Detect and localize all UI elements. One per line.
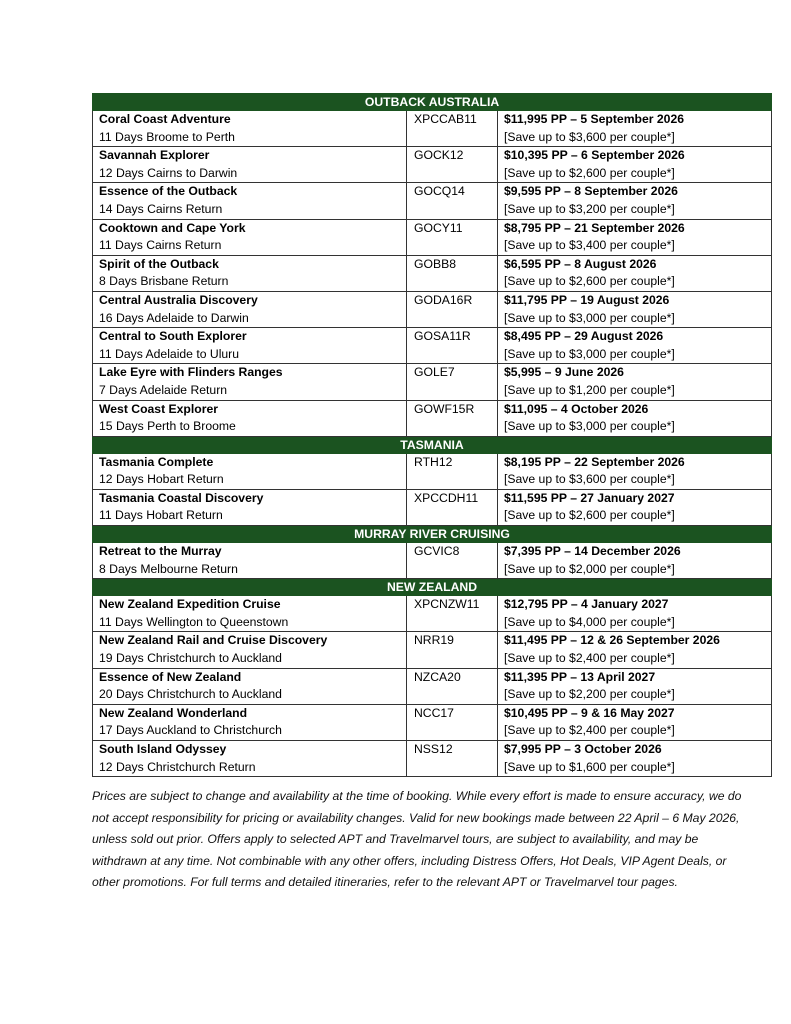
tour-cell [93, 255, 407, 291]
tour-code: NRR19 [414, 633, 454, 648]
tour-name: Savannah Explorer [99, 148, 210, 163]
tour-cell [93, 543, 407, 579]
price-cell [498, 741, 772, 777]
tour-cell [93, 453, 407, 489]
price-cell [498, 183, 772, 219]
tour-name: Retreat to the Murray [99, 544, 222, 559]
price-cell [498, 489, 772, 525]
tour-code: GOCK12 [414, 148, 464, 163]
tour-price: $10,395 PP – 6 September 2026 [504, 148, 685, 163]
tour-route: 8 Days Brisbane Return [99, 274, 229, 289]
tour-cell [93, 704, 407, 740]
tour-row [93, 632, 772, 668]
tour-code-cell [407, 147, 498, 183]
tour-code-cell [407, 364, 498, 400]
tour-price: $9,595 PP – 8 September 2026 [504, 184, 678, 199]
tour-savings: [Save up to $3,600 per couple*] [504, 472, 675, 487]
price-cell [498, 596, 772, 632]
tour-code: GCVIC8 [414, 544, 460, 559]
tour-price: $11,095 – 4 October 2026 [504, 401, 649, 416]
tour-savings: [Save up to $2,200 per couple*] [504, 687, 675, 702]
tour-code-cell [407, 489, 498, 525]
tour-savings: [Save up to $3,000 per couple*] [504, 419, 675, 434]
tour-name: Central Australia Discovery [99, 292, 258, 307]
price-cell [498, 219, 772, 255]
tour-savings: [Save up to $1,200 per couple*] [504, 382, 675, 397]
tour-price: $7,395 PP – 14 December 2026 [504, 544, 681, 559]
tour-route: 11 Days Broome to Perth [99, 129, 235, 144]
section-title: MURRAY RIVER CRUISING [93, 526, 772, 543]
tour-price: $7,995 PP – 3 October 2026 [504, 742, 662, 756]
tour-name: New Zealand Expedition Cruise [99, 597, 281, 612]
tour-cell [93, 328, 407, 364]
tour-name: Essence of the Outback [99, 184, 238, 199]
tour-cell [93, 596, 407, 632]
tour-name: Tasmania Coastal Discovery [99, 490, 264, 505]
tour-price: $8,195 PP – 22 September 2026 [504, 454, 685, 469]
tour-price: $6,595 PP – 8 August 2026 [504, 256, 657, 271]
tour-savings: [Save up to $3,200 per couple*] [504, 201, 675, 216]
section-header-row [93, 436, 772, 453]
section-title: NEW ZEALAND [93, 579, 772, 596]
tour-route: 12 Days Hobart Return [99, 472, 224, 487]
section-title: OUTBACK AUSTRALIA [93, 94, 772, 111]
tour-name: Lake Eyre with Flinders Ranges [99, 365, 283, 380]
tour-cell [93, 111, 407, 147]
tour-savings: [Save up to $2,400 per couple*] [504, 723, 675, 738]
tour-row [93, 147, 772, 183]
tour-code: GOSA11R [414, 329, 471, 344]
tour-cell [93, 489, 407, 525]
tour-route: 8 Days Melbourne Return [99, 561, 238, 576]
tour-cell [93, 364, 407, 400]
tour-code: NSS12 [414, 742, 453, 756]
tour-price: $11,395 PP – 13 April 2027 [504, 669, 656, 684]
tour-row [93, 364, 772, 400]
price-cell [498, 453, 772, 489]
tour-row [93, 704, 772, 740]
tour-code: NCC17 [414, 705, 454, 720]
section-header-row [93, 526, 772, 543]
price-cell [498, 668, 772, 704]
tour-cell [93, 219, 407, 255]
tour-code: GOWF15R [414, 401, 475, 416]
tour-cell [93, 147, 407, 183]
tour-route: 19 Days Christchurch to Auckland [99, 651, 282, 666]
tour-code: RTH12 [414, 454, 453, 469]
price-cell [498, 111, 772, 147]
tour-savings: [Save up to $2,600 per couple*] [504, 274, 675, 289]
price-cell [498, 704, 772, 740]
tour-code: GOCQ14 [414, 184, 465, 199]
tour-name: West Coast Explorer [99, 401, 218, 416]
tour-name: New Zealand Wonderland [99, 705, 248, 720]
tour-row [93, 111, 772, 147]
tour-row [93, 400, 772, 436]
tour-price: $12,795 PP – 4 January 2027 [504, 597, 669, 612]
tour-row [93, 219, 772, 255]
tour-code-cell [407, 111, 498, 147]
tour-cell [93, 632, 407, 668]
tour-route: 11 Days Wellington to Queenstown [99, 614, 289, 629]
tour-savings: [Save up to $3,600 per couple*] [504, 129, 675, 144]
tour-code: GOBB8 [414, 256, 456, 271]
tour-code: GOLE7 [414, 365, 455, 380]
tour-savings: [Save up to $2,000 per couple*] [504, 561, 675, 576]
tour-route: 12 Days Cairns to Darwin [99, 165, 238, 180]
tour-code-cell [407, 704, 498, 740]
tour-name: Spirit of the Outback [99, 256, 219, 271]
tour-price: $8,795 PP – 21 September 2026 [504, 220, 685, 235]
price-cell [498, 291, 772, 327]
tour-code-cell [407, 400, 498, 436]
tour-route: 11 Days Adelaide to Uluru [99, 346, 240, 361]
tour-savings: [Save up to $1,600 per couple*] [504, 759, 675, 774]
section-header-row [93, 94, 772, 111]
price-cell [498, 400, 772, 436]
tour-price: $11,995 PP – 5 September 2026 [504, 112, 685, 126]
tour-row [93, 741, 772, 777]
tour-code-cell [407, 668, 498, 704]
tour-cell [93, 291, 407, 327]
tour-route: 11 Days Cairns Return [99, 238, 222, 253]
price-cell [498, 364, 772, 400]
tour-code-cell [407, 453, 498, 489]
tour-name: Cooktown and Cape York [99, 220, 246, 235]
section-header-row [93, 579, 772, 596]
terms-disclaimer: Prices are subject to change and availability at the time of booking. While every effort is made to ensure accuracy, we do not accept responsibility for pricing or availability changes. Valid for new bookings made between 22 April – 6 May 2026, unless sold out prior. Offers apply to selected APT and Travelmarvel tours, are subject to availability, and may be withdrawn at any time. Not combinable with any other offers, including Distress Offers, Hot Deals, VIP Agent Deals, or other promotions. For full terms and detailed itineraries, refer to the relevant APT or Travelmarvel tour pages. [92, 789, 742, 890]
tour-savings: [Save up to $3,000 per couple*] [504, 310, 675, 325]
tour-code: XPCNZW11 [414, 597, 480, 612]
tour-code-cell [407, 183, 498, 219]
tour-row [93, 543, 772, 579]
tour-cell [93, 741, 407, 777]
tour-name: South Island Odyssey [99, 742, 227, 756]
tour-name: Tasmania Complete [99, 454, 214, 469]
tour-name: Central to South Explorer [99, 329, 247, 344]
section-title: TASMANIA [93, 436, 772, 453]
tour-code-cell [407, 291, 498, 327]
tour-row [93, 453, 772, 489]
tour-savings: [Save up to $4,000 per couple*] [504, 614, 675, 629]
tour-price: $10,495 PP – 9 & 16 May 2027 [504, 705, 675, 720]
tour-code-cell [407, 596, 498, 632]
tour-price: $11,795 PP – 19 August 2026 [504, 292, 670, 307]
tour-row [93, 291, 772, 327]
tour-row [93, 183, 772, 219]
tour-code: GODA16R [414, 292, 473, 307]
tour-code: XPCCAB11 [414, 112, 477, 126]
tour-code-cell [407, 543, 498, 579]
tour-price: $11,495 PP – 12 & 26 September 2026 [504, 633, 720, 648]
tour-route: 11 Days Hobart Return [99, 508, 223, 523]
price-cell [498, 255, 772, 291]
tour-route: 12 Days Christchurch Return [99, 759, 256, 774]
tour-savings: [Save up to $2,600 per couple*] [504, 508, 675, 523]
tour-code-cell [407, 219, 498, 255]
tour-route: 17 Days Auckland to Christchurch [99, 723, 282, 738]
tour-name: Coral Coast Adventure [99, 112, 231, 126]
tour-cell [93, 668, 407, 704]
price-cell [498, 543, 772, 579]
tour-code-cell [407, 255, 498, 291]
tour-code-cell [407, 632, 498, 668]
tour-row [93, 668, 772, 704]
tour-savings: [Save up to $3,000 per couple*] [504, 346, 675, 361]
tour-code: NZCA20 [414, 669, 461, 684]
price-cell [498, 147, 772, 183]
tour-code-cell [407, 328, 498, 364]
tour-route: 15 Days Perth to Broome [99, 419, 236, 434]
tour-price: $5,995 – 9 June 2026 [504, 365, 624, 380]
tour-route: 7 Days Adelaide Return [99, 382, 228, 397]
tour-name: Essence of New Zealand [99, 669, 242, 684]
tour-row [93, 489, 772, 525]
tour-row [93, 328, 772, 364]
price-cell [498, 632, 772, 668]
tour-cell [93, 400, 407, 436]
price-cell [498, 328, 772, 364]
tour-route: 16 Days Adelaide to Darwin [99, 310, 249, 325]
tour-savings: [Save up to $2,600 per couple*] [504, 165, 675, 180]
tour-price: $8,495 PP – 29 August 2026 [504, 329, 664, 344]
tour-pricing-table [92, 93, 772, 777]
tour-table-body [93, 94, 772, 777]
tour-row [93, 255, 772, 291]
tour-savings: [Save up to $3,400 per couple*] [504, 238, 675, 253]
tour-savings: [Save up to $2,400 per couple*] [504, 651, 675, 666]
tour-price: $11,595 PP – 27 January 2027 [504, 490, 675, 505]
tour-code: XPCCDH11 [414, 490, 479, 505]
tour-name: New Zealand Rail and Cruise Discovery [99, 633, 328, 648]
tour-row [93, 596, 772, 632]
tour-code-cell [407, 741, 498, 777]
tour-route: 14 Days Cairns Return [99, 201, 223, 216]
tour-cell [93, 183, 407, 219]
tour-code: GOCY11 [414, 220, 463, 235]
tour-route: 20 Days Christchurch to Auckland [99, 687, 282, 702]
